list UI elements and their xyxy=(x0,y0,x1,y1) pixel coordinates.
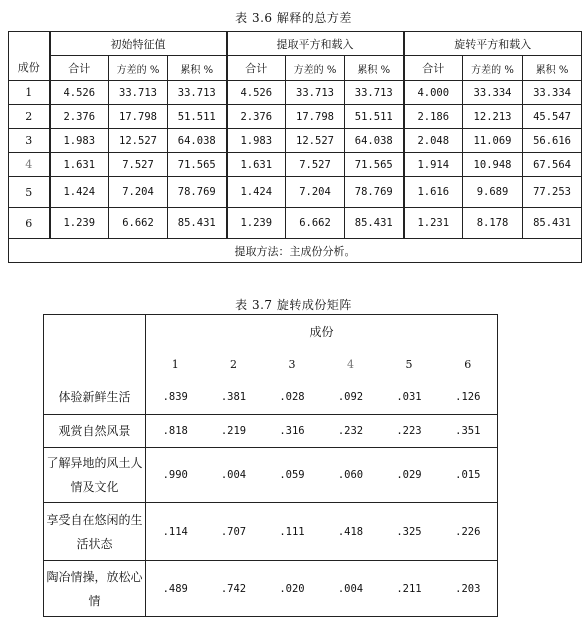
value-cell: 1.914 xyxy=(404,153,463,177)
value-cell: 45.547 xyxy=(523,105,582,129)
value-cell: 85.431 xyxy=(168,208,227,239)
variance-row xyxy=(9,177,582,208)
value-cell: 2.376 xyxy=(227,105,286,129)
sub-header: 方差的 % xyxy=(286,56,345,81)
value-cell: 7.527 xyxy=(286,153,345,177)
component-number: 5 xyxy=(405,357,413,371)
sub-header: 合计 xyxy=(404,56,463,81)
loading-cell: .020 xyxy=(263,561,322,617)
loading-cell: .381 xyxy=(220,391,247,404)
component-number: 2 xyxy=(230,357,237,371)
value-cell: 11.069 xyxy=(463,129,523,153)
value-cell: 1.616 xyxy=(404,177,463,208)
component-number: 3 xyxy=(288,357,296,371)
value-cell: 4.526 xyxy=(227,81,286,105)
matrix-row xyxy=(44,503,498,561)
sub-header: 合计 xyxy=(227,56,286,81)
loading-cell: .316 xyxy=(263,415,322,448)
component-number: 6 xyxy=(439,348,498,381)
loading-cell: .031 xyxy=(396,391,422,404)
sub-header: 方差的 % xyxy=(463,56,523,81)
loading-cell: .325 xyxy=(380,503,439,561)
value-cell: 2.186 xyxy=(404,105,463,129)
matrix-component-header: 成份 xyxy=(146,315,498,348)
value-cell: 1.983 xyxy=(50,129,109,153)
loading-cell: .489 xyxy=(146,561,205,617)
matrix-row xyxy=(44,415,498,448)
value-cell: 1.631 xyxy=(227,153,286,177)
value-cell: 7.204 xyxy=(109,177,168,208)
loading-cell: .028 xyxy=(279,391,305,404)
variance-row xyxy=(9,208,582,239)
component-number: 1 xyxy=(146,348,205,381)
value-cell: 4.526 xyxy=(50,81,109,105)
sub-header: 累积 % xyxy=(523,56,582,81)
component-header: 成份 xyxy=(9,32,50,81)
variance-row xyxy=(9,129,582,153)
value-cell: 12.213 xyxy=(463,105,523,129)
component-cell: 1 xyxy=(9,81,50,105)
table2-caption: 表 3.7 旋转成份矩阵 xyxy=(235,298,352,312)
value-cell: 7.527 xyxy=(109,153,168,177)
sub-header: 累积 % xyxy=(168,56,227,81)
table1-caption: 表 3.6 解释的总方差 xyxy=(235,11,352,25)
loading-cell: .223 xyxy=(380,415,439,448)
value-cell: 71.565 xyxy=(168,153,227,177)
loading-cell: .351 xyxy=(439,415,498,448)
loading-cell: .059 xyxy=(263,448,322,503)
value-cell: 7.204 xyxy=(286,177,345,208)
loading-cell: .232 xyxy=(322,415,380,448)
variance-row xyxy=(9,153,582,177)
value-cell: 1.424 xyxy=(227,177,286,208)
loading-cell: .004 xyxy=(205,448,263,503)
matrix-corner-2 xyxy=(44,348,146,381)
value-cell: 33.713 xyxy=(168,81,227,105)
loading-cell: .004 xyxy=(322,561,380,617)
matrix-row xyxy=(44,561,498,617)
loading-cell: .015 xyxy=(439,448,498,503)
value-cell: 71.565 xyxy=(345,153,404,177)
component-cell: 2 xyxy=(9,105,50,129)
value-cell: 6.662 xyxy=(109,208,168,239)
value-cell: 51.511 xyxy=(168,105,227,129)
value-cell: 8.178 xyxy=(463,208,523,239)
loading-cell: .818 xyxy=(146,415,205,448)
loading-cell: .060 xyxy=(322,448,380,503)
matrix-row xyxy=(44,448,498,503)
table1-footer: 提取方法：主成份分析。 xyxy=(9,239,582,263)
matrix-row-label: 陶冶情操，放松心情 xyxy=(44,561,146,617)
matrix-row xyxy=(44,381,498,415)
loading-cell: .707 xyxy=(205,503,263,561)
loading-cell: .029 xyxy=(380,448,439,503)
value-cell: 1.983 xyxy=(227,129,286,153)
value-cell: 64.038 xyxy=(345,129,404,153)
value-cell: 78.769 xyxy=(345,177,404,208)
value-cell: 17.798 xyxy=(109,105,168,129)
component-number: 4 xyxy=(347,357,354,371)
loading-cell: .226 xyxy=(439,503,498,561)
loading-cell: .092 xyxy=(337,391,364,404)
value-cell: 77.253 xyxy=(523,177,582,208)
value-cell: 85.431 xyxy=(345,208,404,239)
total-variance-table xyxy=(8,31,582,263)
value-cell: 10.948 xyxy=(463,153,523,177)
group-header-rotation: 旋转平方和载入 xyxy=(404,32,582,56)
rotated-component-matrix xyxy=(43,314,498,617)
value-cell: 1.239 xyxy=(227,208,286,239)
loading-cell: .211 xyxy=(380,561,439,617)
matrix-row-label: 享受自在悠闲的生活状态 xyxy=(44,503,146,561)
value-cell: 33.713 xyxy=(109,81,168,105)
value-cell: 17.798 xyxy=(286,105,345,129)
value-cell: 51.511 xyxy=(345,105,404,129)
value-cell: 6.662 xyxy=(286,208,345,239)
loading-cell: .839 xyxy=(146,381,205,415)
value-cell: 1.239 xyxy=(50,208,109,239)
value-cell: 33.713 xyxy=(345,81,404,105)
value-cell: 4.000 xyxy=(404,81,463,105)
loading-cell: .114 xyxy=(146,503,205,561)
value-cell: 12.527 xyxy=(286,129,345,153)
matrix-row-label: 观赏自然风景 xyxy=(44,415,146,448)
value-cell: 56.616 xyxy=(523,129,582,153)
matrix-row-label: 体验新鲜生活 xyxy=(44,381,146,415)
value-cell: 1.424 xyxy=(50,177,109,208)
loading-cell: .742 xyxy=(205,561,263,617)
matrix-corner xyxy=(44,315,146,348)
loading-cell: .418 xyxy=(322,503,380,561)
value-cell: 9.689 xyxy=(463,177,523,208)
loading-cell: .126 xyxy=(439,381,498,415)
loading-cell: .219 xyxy=(205,415,263,448)
sub-header: 方差的 % xyxy=(109,56,168,81)
loading-cell: .111 xyxy=(263,503,322,561)
loading-cell: .990 xyxy=(146,448,205,503)
component-cell: 3 xyxy=(9,129,50,153)
sub-header: 累积 % xyxy=(345,56,404,81)
value-cell: 2.048 xyxy=(404,129,463,153)
group-header-initial: 初始特征值 xyxy=(50,32,227,56)
value-cell: 1.631 xyxy=(50,153,109,177)
value-cell: 78.769 xyxy=(168,177,227,208)
value-cell: 85.431 xyxy=(523,208,582,239)
value-cell: 64.038 xyxy=(168,129,227,153)
variance-row xyxy=(9,81,582,105)
component-cell: 6 xyxy=(9,208,50,239)
group-header-extraction: 提取平方和载入 xyxy=(227,32,404,56)
loading-cell: .203 xyxy=(439,561,498,617)
value-cell: 12.527 xyxy=(109,129,168,153)
variance-row xyxy=(9,105,582,129)
value-cell: 2.376 xyxy=(50,105,109,129)
value-cell: 33.713 xyxy=(286,81,345,105)
matrix-row-label: 了解异地的风土人情及文化 xyxy=(44,448,146,503)
value-cell: 67.564 xyxy=(523,153,582,177)
sub-header: 合计 xyxy=(50,56,109,81)
value-cell: 33.334 xyxy=(463,81,523,105)
value-cell: 33.334 xyxy=(523,81,582,105)
component-cell: 5 xyxy=(9,177,50,208)
value-cell: 1.231 xyxy=(404,208,463,239)
component-cell: 4 xyxy=(9,153,50,177)
